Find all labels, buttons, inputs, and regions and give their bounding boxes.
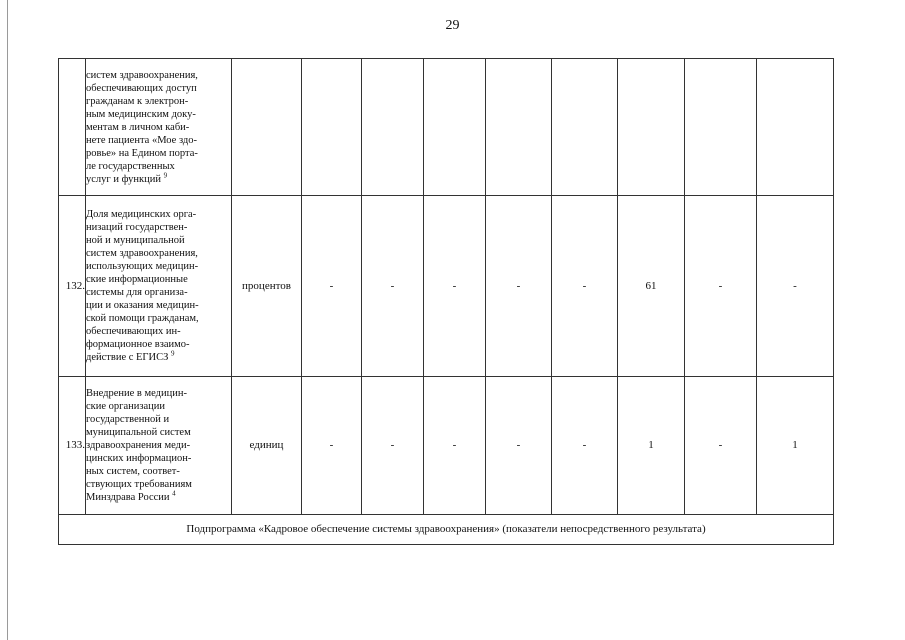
value-cell: [486, 59, 552, 196]
indicator-name-line: [86, 312, 231, 325]
indicator-name-text: ской помощи гражданам,: [86, 313, 199, 324]
indicator-name-line: [86, 286, 231, 299]
value-cell: [424, 59, 486, 196]
indicator-name-line: [86, 452, 231, 465]
indicator-name-text: нете пациента «Мое здо-: [86, 134, 197, 146]
value-cell: -: [486, 377, 552, 515]
indicator-name-line: [86, 273, 231, 286]
row-number: [59, 59, 86, 196]
value-cell: 1: [757, 377, 834, 515]
indicator-name: [86, 196, 232, 377]
table-row: [59, 59, 834, 196]
row-number: 132.: [59, 196, 86, 377]
value-cell: -: [685, 196, 757, 377]
indicator-name-text: ных систем, соответ-: [86, 466, 180, 477]
indicator-name-line: [86, 108, 231, 121]
indicator-name-line: [86, 400, 231, 413]
indicator-name-line: [86, 95, 231, 108]
indicator-name-text: ным медицинским доку-: [86, 108, 196, 120]
value-cell: [302, 59, 362, 196]
indicator-name: [86, 377, 232, 515]
table-body: [59, 59, 834, 515]
indicator-name-text: ские информационные: [86, 274, 188, 285]
indicator-name-line: [86, 413, 231, 426]
indicator-name-text: здравоохранения меди-: [86, 440, 191, 451]
indicator-name-text: ной и муниципальной: [86, 235, 185, 246]
unit-cell: [232, 59, 302, 196]
indicator-name-text: гражданам к электрон-: [86, 95, 189, 107]
indicator-name-text: обеспечивающих доступ: [86, 82, 197, 94]
indicator-name-line: [86, 208, 231, 221]
indicator-name-line: [86, 387, 231, 400]
value-cell: -: [302, 196, 362, 377]
indicator-name-text: формационное взаимо-: [86, 339, 190, 350]
page-number: 29: [445, 18, 460, 33]
indicator-name-text: ции и оказания медицин-: [86, 300, 199, 311]
indicator-name-text: Минздрава России: [86, 492, 170, 503]
value-cell: -: [552, 196, 618, 377]
indicator-name-line: [86, 338, 231, 351]
indicator-name-text: ровье» на Едином порта-: [86, 147, 198, 159]
indicator-name-line: [86, 439, 231, 452]
indicator-name-text: Доля медицинских орга-: [86, 209, 197, 220]
indicator-name-text: муниципальной систем: [86, 427, 191, 438]
value-cell: -: [552, 377, 618, 515]
indicator-name-line: [86, 221, 231, 234]
indicator-name-text: Внедрение в медицин-: [86, 388, 187, 399]
indicator-name-text: системы для организа-: [86, 287, 188, 298]
indicator-name-text: цинских информацион-: [86, 453, 192, 464]
indicator-name-line: [86, 147, 231, 160]
indicator-name-text: услуг и функций: [86, 173, 161, 185]
indicator-name-line: [86, 173, 231, 186]
value-cell: -: [362, 196, 424, 377]
indicator-name-text: обеспечивающих ин-: [86, 326, 181, 337]
indicator-name-text: ские организации: [86, 401, 166, 412]
indicator-name-text: действие с ЕГИСЗ: [86, 352, 169, 363]
indicator-name-text: ствующих требованиям: [86, 479, 192, 490]
page-left-edge: [7, 0, 8, 640]
value-cell: [618, 59, 685, 196]
indicator-name-line: [86, 491, 231, 504]
indicator-name-line: [86, 134, 231, 147]
unit-cell: единиц: [232, 377, 302, 515]
subprogram-header: Подпрограмма «Кадровое обеспечение системы здравоохранения» (показатели непосредственного результата): [59, 515, 834, 545]
value-cell: -: [362, 377, 424, 515]
indicator-name-text: низаций государствен-: [86, 222, 188, 233]
value-cell: -: [302, 377, 362, 515]
value-cell: 1: [618, 377, 685, 515]
value-cell: -: [685, 377, 757, 515]
indicator-name-text: ле государственных: [86, 160, 175, 172]
value-cell: -: [486, 196, 552, 377]
indicator-name-line: [86, 465, 231, 478]
footnote-marker: 9: [163, 171, 168, 179]
value-cell: -: [424, 377, 486, 515]
indicator-name-line: [86, 351, 231, 364]
indicator-name-text: систем здравоохранения,: [86, 69, 198, 81]
indicators-table: [58, 58, 834, 545]
table-row: [59, 196, 834, 377]
subprogram-row: [59, 515, 834, 545]
table-row: [59, 377, 834, 515]
indicator-name: [86, 59, 232, 196]
indicator-name-text: систем здравоохранения,: [86, 248, 198, 259]
value-cell: 61: [618, 196, 685, 377]
indicator-name-text: государственной и: [86, 414, 170, 425]
indicator-name-line: [86, 69, 231, 82]
indicator-name-text: ментам в личном каби-: [86, 121, 190, 133]
indicator-name-line: [86, 121, 231, 134]
value-cell: -: [757, 196, 834, 377]
indicator-name-text: использующих медицин-: [86, 261, 199, 272]
indicator-name-line: [86, 299, 231, 312]
value-cell: [757, 59, 834, 196]
indicator-name-line: [86, 82, 231, 95]
indicator-name-line: [86, 234, 231, 247]
value-cell: [552, 59, 618, 196]
value-cell: [685, 59, 757, 196]
row-number: 133.: [59, 377, 86, 515]
indicator-name-line: [86, 478, 231, 491]
value-cell: -: [424, 196, 486, 377]
footnote-marker: 9: [170, 349, 175, 358]
unit-cell: процентов: [232, 196, 302, 377]
value-cell: [362, 59, 424, 196]
indicator-name-line: [86, 260, 231, 273]
footnote-marker: 4: [172, 489, 176, 498]
indicator-name-line: [86, 325, 231, 338]
indicator-name-line: [86, 426, 231, 439]
indicator-name-line: [86, 247, 231, 260]
indicator-name-line: [86, 160, 231, 173]
